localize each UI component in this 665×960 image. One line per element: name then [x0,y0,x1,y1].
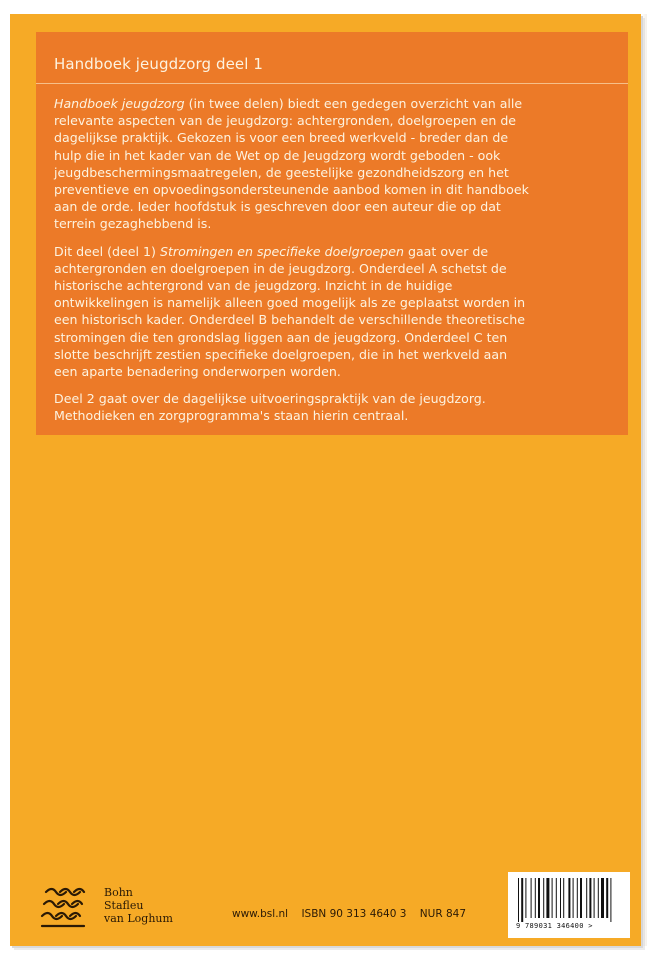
description-text [54,95,534,435]
book-title: Handboek jeugdzorg deel 1 [54,55,264,73]
barcode-bar [531,878,532,918]
barcode-bar [580,878,582,918]
barcode-bar [568,878,570,918]
barcode-bar [525,878,526,918]
paragraph-2-text: gaat over de achtergronden en doelgroepen in de jeugdzorg. Onderdeel A schetst de historische achtergrond van de jeugdzorg. Inzicht in de huidige ontwikkelingen is namelijk alleen goed mogelijk als ze geplaatst worden in een historisch kader. Onderdeel B behandelt de verschillende theoretische stromingen die ten grondslag liggen aan de jeugdzorg. Onderdeel C ten slotte beschrijft zestien specifieke doelgroepen, die in het werkveld aan een aparte benadering onderworpen worden. [54,243,526,380]
nur-code: NUR 847 [419,908,466,920]
cover-edge-shadow [641,14,647,946]
barcode-bar [521,878,523,922]
description-paragraph-1 [54,95,534,233]
publisher-website: www.bsl.nl [232,908,289,920]
barcode-bar [606,878,608,918]
publisher-logo-icon [40,884,98,930]
barcode-bar [546,878,549,918]
barcode-bar [589,878,591,918]
footer-info [232,908,476,920]
paragraph-1-text: (in twee delen) biedt een gedegen overzicht van alle relevante aspecten van de jeugdzorg: achtergronden, doelgroepen en de dagelijkse praktijk. Gekozen is voor een breed werkveld - breder dan de hulp die in het kader van de Wet op de Jeugdzorg wordt geboden - ook jeugdbeschermingsmaatregelen, de geestelijke gezondheidszorg en het preventieve en opvoedingsondersteunende aanbod komen in dit handboek aan de orde. Ieder hoofdstuk is geschreven door een auteur die op dat terrein gezaghebbend is. [54,96,529,232]
barcode-number: 9 789031 346400 > [516,922,593,930]
barcode-bar [535,878,536,918]
barcode-bar [543,878,544,918]
barcode-bar [556,878,557,918]
barcode-bar [598,878,599,918]
barcode-bar [594,878,595,918]
barcode-bar [601,878,604,918]
barcode-bar [573,878,574,918]
barcode-bars [518,878,622,922]
description-paragraph-3: Deel 2 gaat over de dagelijkse uitvoeringspraktijk van de jeugdzorg. Methodieken en zorgprogramma's staan hierin centraal. [54,391,486,424]
publisher-name [104,886,173,925]
barcode-bar [610,878,611,922]
publisher-name-line-2: Stafleu [104,899,144,912]
barcode-bar [552,878,553,918]
barcode-bar [586,878,587,918]
isbn: ISBN 90 313 4640 3 [301,908,407,920]
title-divider [36,83,628,84]
paragraph-1-italic-lead: Handboek jeugdzorg [54,96,185,111]
barcode-bar [538,878,540,918]
barcode-bar [518,878,519,922]
publisher-name-line-3: van Loghum [104,912,173,925]
publisher-block [40,884,173,930]
barcode-bar [577,878,578,918]
barcode-bar [563,878,564,918]
paragraph-2-italic-title: Stromingen en specifieke doelgroepen [159,243,404,259]
description-paragraph-2 [54,243,534,381]
barcode [508,872,630,938]
paragraph-2-lead: Dit deel (deel 1) [54,243,160,259]
barcode-bar [560,878,561,918]
publisher-name-line-1: Bohn [104,886,133,899]
